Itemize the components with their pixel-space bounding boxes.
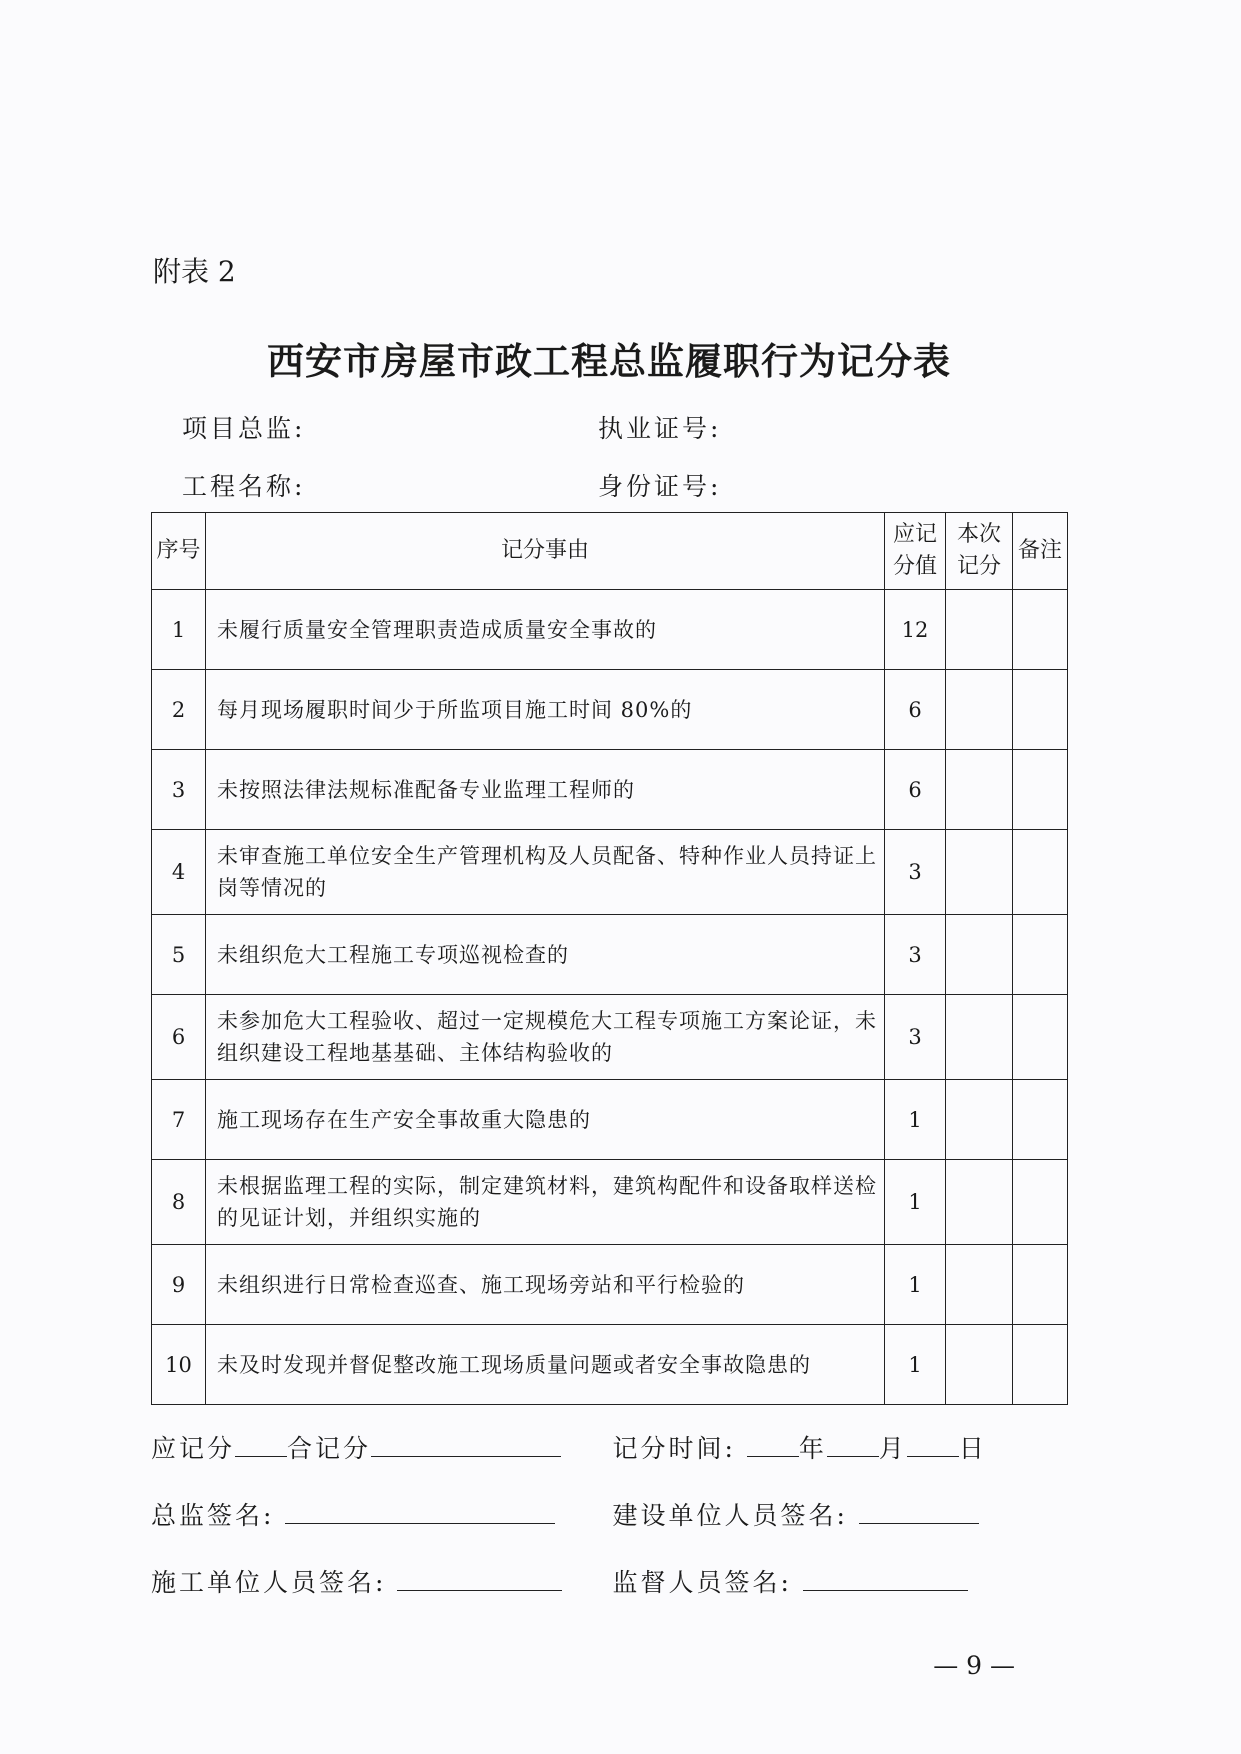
table-row	[152, 915, 1068, 995]
footer-row-1	[151, 1431, 1067, 1467]
year-label: 年	[798, 1434, 827, 1463]
row-reason: 未参加危大工程验收、超过一定规模危大工程专项施工方案论证，未组织建设工程地基基础、主体结构验收的	[206, 995, 885, 1080]
row-remark-cell[interactable]	[1013, 915, 1068, 995]
row-remark-cell[interactable]	[1013, 995, 1068, 1080]
id-no-label: 身份证号:	[598, 472, 722, 501]
row-points: 1	[885, 1245, 946, 1325]
supervisor-sign-label: 监督人员签名:	[612, 1568, 792, 1597]
row-this-score-cell[interactable]	[946, 995, 1013, 1080]
row-no: 7	[152, 1080, 206, 1160]
year-field[interactable]	[747, 1432, 799, 1457]
row-no: 3	[152, 750, 206, 830]
row-reason: 施工现场存在生产安全事故重大隐患的	[206, 1080, 885, 1160]
row-reason: 每月现场履职时间少于所监项目施工时间 80%的	[206, 670, 885, 750]
row-this-score-cell[interactable]	[946, 590, 1013, 670]
page-number: — 9 —	[933, 1651, 1015, 1680]
row-remark-cell[interactable]	[1013, 1160, 1068, 1245]
row-this-score-cell[interactable]	[946, 750, 1013, 830]
row-this-score-cell[interactable]	[946, 1080, 1013, 1160]
fields-row-1	[151, 412, 1067, 446]
row-no: 6	[152, 995, 206, 1080]
total-points-label: 合记分	[287, 1434, 372, 1463]
row-remark-cell[interactable]	[1013, 670, 1068, 750]
row-points: 6	[885, 750, 946, 830]
row-points: 3	[885, 995, 946, 1080]
row-points: 1	[885, 1325, 946, 1405]
contractor-sign-line	[151, 1565, 612, 1601]
header-remark: 备注	[1013, 513, 1068, 590]
row-remark-cell[interactable]	[1013, 830, 1068, 915]
owner-sign-field[interactable]	[859, 1499, 979, 1524]
row-remark-cell[interactable]	[1013, 590, 1068, 670]
chief-sign-line	[151, 1498, 612, 1534]
supervisor-sign-field[interactable]	[803, 1566, 968, 1591]
score-time-line	[612, 1431, 1067, 1467]
day-label: 日	[958, 1434, 987, 1463]
header-no: 序号	[152, 513, 206, 590]
row-reason: 未及时发现并督促整改施工现场质量问题或者安全事故隐患的	[206, 1325, 885, 1405]
row-this-score-cell[interactable]	[946, 1245, 1013, 1325]
row-reason: 未按照法律法规标准配备专业监理工程师的	[206, 750, 885, 830]
month-field[interactable]	[827, 1432, 879, 1457]
chief-sign-label: 总监签名:	[151, 1501, 275, 1530]
row-remark-cell[interactable]	[1013, 1325, 1068, 1405]
header-this-line2: 记分	[956, 554, 1001, 579]
footer-row-2	[151, 1498, 1067, 1534]
row-this-score-cell[interactable]	[946, 1325, 1013, 1405]
table-header-row	[152, 513, 1068, 590]
contractor-sign-label: 施工单位人员签名:	[151, 1568, 387, 1597]
row-this-score-cell[interactable]	[946, 915, 1013, 995]
owner-sign-label: 建设单位人员签名:	[612, 1501, 848, 1530]
row-no: 5	[152, 915, 206, 995]
row-no: 8	[152, 1160, 206, 1245]
row-remark-cell[interactable]	[1013, 1245, 1068, 1325]
row-no: 10	[152, 1325, 206, 1405]
row-points: 1	[885, 1160, 946, 1245]
due-points-field[interactable]	[235, 1432, 287, 1457]
row-this-score-cell[interactable]	[946, 830, 1013, 915]
table-row	[152, 1325, 1068, 1405]
row-reason: 未审查施工单位安全生产管理机构及人员配备、特种作业人员持证上岗等情况的	[206, 830, 885, 915]
table-row	[152, 1080, 1068, 1160]
due-points-label: 应记分	[151, 1434, 236, 1463]
row-this-score-cell[interactable]	[946, 670, 1013, 750]
total-points-field[interactable]	[371, 1432, 561, 1457]
header-this-score	[946, 513, 1013, 590]
score-time-label: 记分时间:	[612, 1434, 736, 1463]
day-field[interactable]	[907, 1432, 959, 1457]
table-row	[152, 750, 1068, 830]
table-row	[152, 995, 1068, 1080]
scoring-table	[151, 512, 1068, 1405]
row-points: 1	[885, 1080, 946, 1160]
header-points-line1: 应记	[892, 522, 937, 547]
fields-row-2	[151, 470, 1067, 504]
row-no: 2	[152, 670, 206, 750]
table-row	[152, 590, 1068, 670]
table-row	[152, 830, 1068, 915]
table-row	[152, 1160, 1068, 1245]
row-points: 6	[885, 670, 946, 750]
row-points: 3	[885, 830, 946, 915]
contractor-sign-field[interactable]	[397, 1566, 562, 1591]
chief-sign-field[interactable]	[285, 1499, 555, 1524]
row-remark-cell[interactable]	[1013, 1080, 1068, 1160]
row-reason: 未组织危大工程施工专项巡视检查的	[206, 915, 885, 995]
row-reason: 未履行质量安全管理职责造成质量安全事故的	[206, 590, 885, 670]
supervisor-sign-line	[612, 1565, 1067, 1601]
row-remark-cell[interactable]	[1013, 750, 1068, 830]
row-no: 1	[152, 590, 206, 670]
row-reason: 未组织进行日常检查巡查、施工现场旁站和平行检验的	[206, 1245, 885, 1325]
page-title: 西安市房屋市政工程总监履职行为记分表	[267, 339, 951, 383]
table-row	[152, 670, 1068, 750]
header-this-line1: 本次	[956, 522, 1001, 547]
annex-label: 附表 2	[153, 255, 236, 288]
row-no: 4	[152, 830, 206, 915]
license-no-label: 执业证号:	[598, 414, 722, 443]
row-this-score-cell[interactable]	[946, 1160, 1013, 1245]
project-name-label: 工程名称:	[182, 472, 306, 501]
row-points: 12	[885, 590, 946, 670]
header-points	[885, 513, 946, 590]
row-points: 3	[885, 915, 946, 995]
footer-row-3	[151, 1565, 1067, 1601]
row-no: 9	[152, 1245, 206, 1325]
header-reason: 记分事由	[206, 513, 885, 590]
month-label: 月	[878, 1434, 907, 1463]
chief-supervisor-label: 项目总监:	[182, 414, 306, 443]
owner-sign-line	[612, 1498, 1067, 1534]
row-reason: 未根据监理工程的实际，制定建筑材料，建筑构配件和设备取样送检的见证计划，并组织实施的	[206, 1160, 885, 1245]
table-row	[152, 1245, 1068, 1325]
header-points-line2: 分值	[892, 554, 937, 579]
score-summary-line	[151, 1431, 612, 1467]
